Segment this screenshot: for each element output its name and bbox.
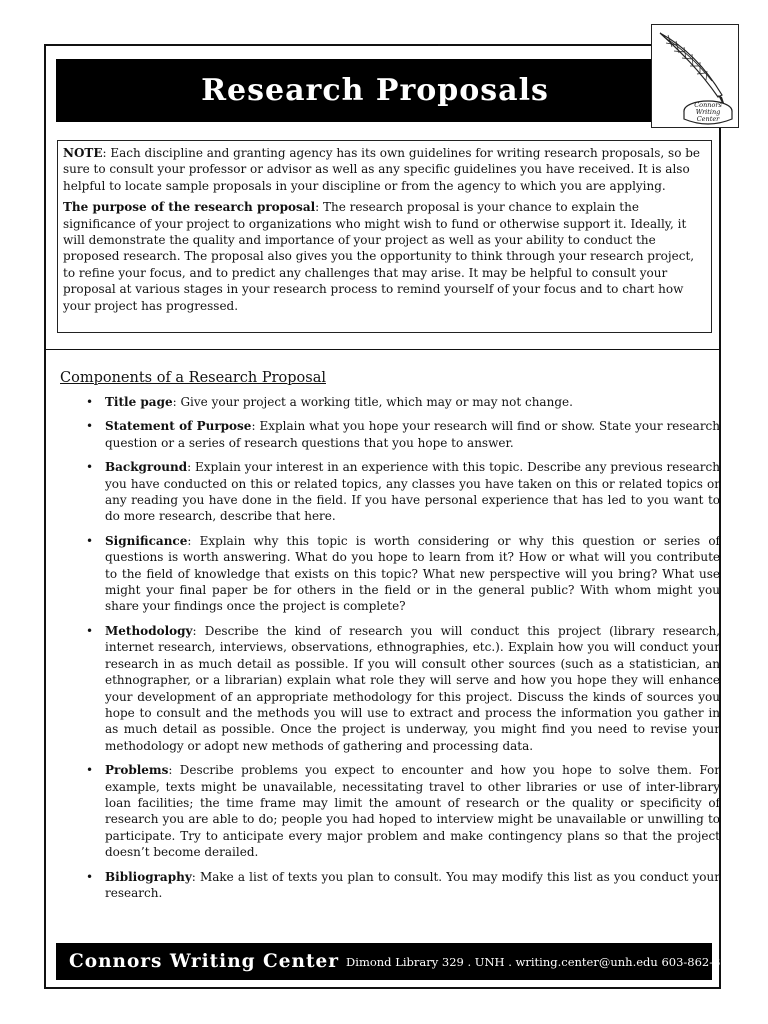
components-list xyxy=(60,394,720,901)
list-item-statement-of-purpose xyxy=(60,418,720,451)
item-text: : Explain what you hope your research will find or show. State your research question or a series of research questions that you hope to answer. xyxy=(105,419,721,450)
item-text: : Explain your interest in an experience with this topic. Describe any previous research you have conducted on this or related topics, any classes you have taken on this or related topics or any reading you have done in the field. If you have personal experience that has led to you want to do more research, describe that here. xyxy=(105,460,720,524)
item-label: Significance xyxy=(105,533,188,548)
item-text: : Describe problems you expect to encounter and how you hope to solve them. For example, texts might be unavailable, necessitating travel to other libraries or use of inter-library loan facilities; the time frame may limit the amount of research or the quality or specificity of research you are able to do; people you had hoped to interview might be unavailable or unwilling to participate. Try to anticipate every major problem and make contingency plans so that the project doesn’t become derailed. xyxy=(105,763,720,860)
bullet-icon: • xyxy=(86,419,94,434)
purpose-paragraph xyxy=(63,199,706,314)
footer-center-name: Connors Writing Center xyxy=(69,951,340,972)
footer-contact-info: Dimond Library 329 . UNH . writing.center@unh.edu 603-862-3272 xyxy=(346,954,743,969)
list-item-significance xyxy=(60,533,720,615)
svg-text:Connors: Connors xyxy=(694,101,722,109)
note-text: : Each discipline and granting agency has its own guidelines for writing research proposals, so be sure to consult your professor or advisor as well as any specific guidelines you have received. It is also helpful to locate sample proposals in your discipline or from the agency to which you are applying. xyxy=(63,146,701,193)
bullet-icon: • xyxy=(86,623,94,638)
quill-pen-icon xyxy=(652,25,738,127)
purpose-label: The purpose of the research proposal xyxy=(63,200,316,215)
svg-text:Center: Center xyxy=(696,115,720,123)
item-label: Problems xyxy=(105,763,169,778)
list-item-background xyxy=(60,459,720,525)
item-text: : Make a list of texts you plan to consult. You may modify this list as you conduct your research. xyxy=(105,869,720,900)
item-label: Bibliography xyxy=(105,869,192,884)
item-text: : Describe the kind of research you will conduct this project (library research, internet research, interviews, observations, ethnographies, etc.). Explain how you will conduct your research in as much detail as possible. If you will consult other sources (such as a statistician, an ethnographer, or a librarian) explain what role they will serve and how you hope they will enhance your development of an appropriate methodology for this project. Discuss the kinds of sources you hope to consult and the methods you will use to extract and process the information you gather in as much detail as possible. Once the project is underway, you might find you need to revise your methodology or adopt new methods of gathering and processing data. xyxy=(105,623,720,753)
bullet-icon: • xyxy=(86,533,94,548)
purpose-text: : The research proposal is your chance to explain the significance of your project to organizations who might wish to fund or otherwise support it. Ideally, it will demonstrate the quality and importance of your project as well as your ability to conduct the proposed research. The proposal also gives you the opportunity to think through your research project, to refine your focus, and to predict any challenges that may arise. It may be helpful to consult your proposal at various stages in your research process to remind yourself of your focus and to chart how your project has progressed. xyxy=(63,200,695,313)
note-paragraph xyxy=(63,145,706,194)
page-title: Research Proposals xyxy=(201,73,549,108)
list-item-methodology xyxy=(60,623,720,754)
item-label: Background xyxy=(105,460,188,475)
bullet-icon: • xyxy=(86,869,94,884)
writing-center-logo xyxy=(651,24,739,128)
item-text: : Explain why this topic is worth considering or why this question or series of questions is worth answering. What do you hope to learn from it? How or what will you contribute to the field of knowledge that exists on this topic? What new perspective will you bring? What use might your final paper be for others in the field or in the general public? With whom might you share your findings once the project is complete? xyxy=(105,533,720,614)
list-item-bibliography xyxy=(60,869,720,902)
item-label: Methodology xyxy=(105,623,193,638)
list-item-title-page xyxy=(60,394,720,410)
list-item-problems xyxy=(60,762,720,860)
item-text: : Give your project a working title, which may or may not change. xyxy=(172,395,573,409)
components-section xyxy=(60,370,720,909)
note-label: NOTE xyxy=(63,146,103,160)
bullet-icon: • xyxy=(86,763,94,778)
components-heading: Components of a Research Proposal xyxy=(60,370,326,386)
svg-text:Writing: Writing xyxy=(695,108,721,116)
bullet-icon: • xyxy=(86,460,94,475)
footer-banner xyxy=(56,943,743,980)
section-divider xyxy=(46,349,719,350)
bullet-icon: • xyxy=(86,395,94,409)
item-label: Title page xyxy=(105,395,173,409)
note-box xyxy=(57,140,712,333)
item-label: Statement of Purpose xyxy=(105,419,252,434)
title-banner xyxy=(56,59,714,122)
